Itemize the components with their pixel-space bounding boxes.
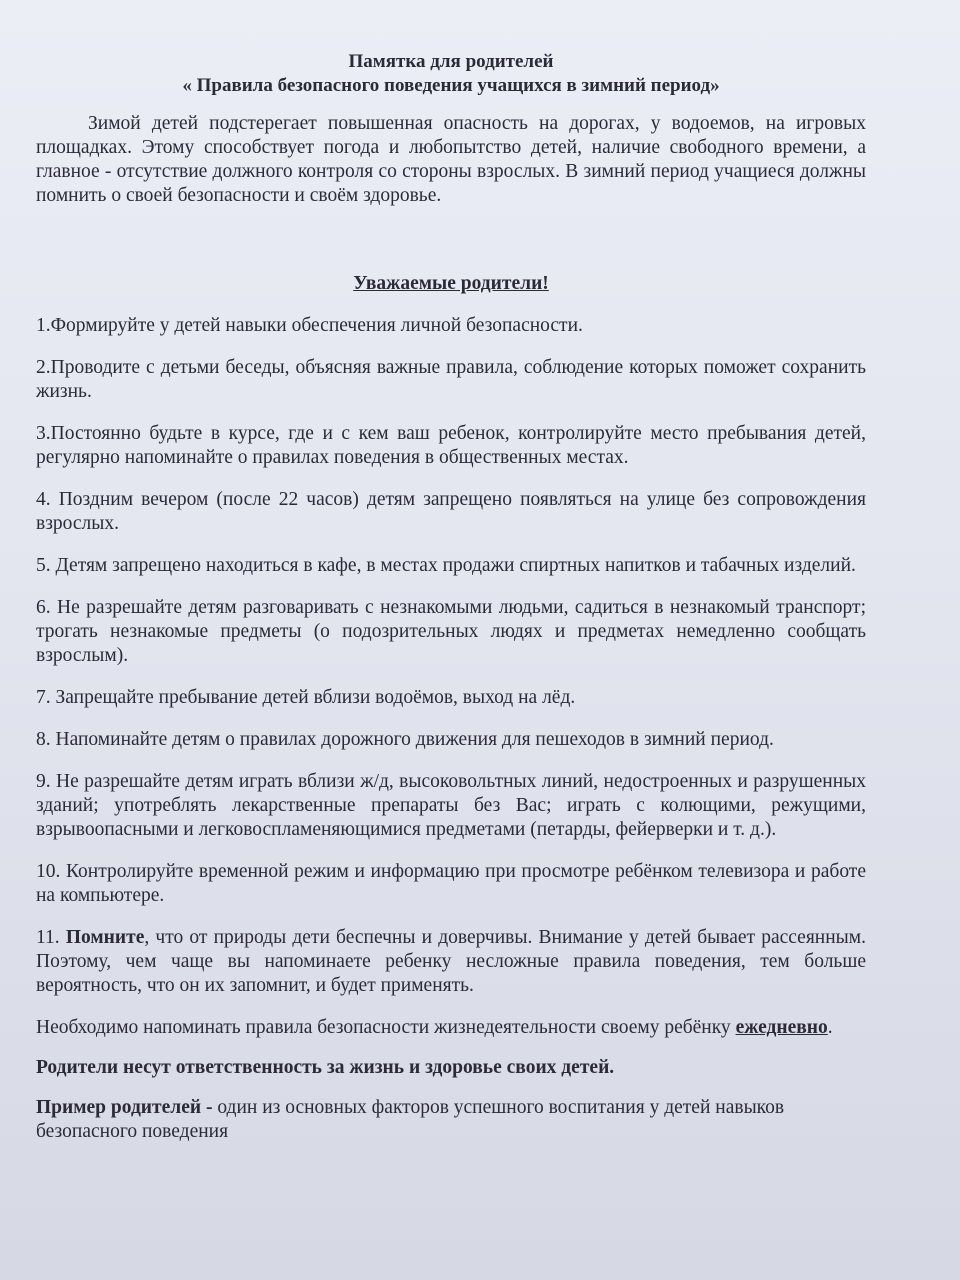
intro-paragraph: Зимой детей подстерегает повышенная опасность на дорогах, у водоемов, на игровых площадках. Этому способствует погода и любопытство детей, наличие свободного времени, а главное - отсутствие должного контроля со стороны взрослых. В зимний период учащиеся должны помнить о своей безопасности и своём здоровье. bbox=[36, 113, 866, 206]
list-item: 3.Постоянно будьте в курсе, где и с кем ваш ребенок, контролируйте место пребывания детей, регулярно напоминайте о правилах поведения в общественных местах. bbox=[36, 423, 866, 468]
list-item: 5. Детям запрещено находиться в кафе, в местах продажи спиртных напитков и табачных изделий. bbox=[36, 555, 856, 576]
reminder-end: . bbox=[827, 1017, 833, 1038]
item-text: , что от природы дети беспечны и доверчивы. Внимание у детей бывает рассеянным. Поэтому, чем чаще вы напоминаете ребенку несложные правила поведения, тем больше вероятность, что он их запомнит, и будет применять. bbox=[36, 927, 866, 996]
list-item: 1.Формируйте у детей навыки обеспечения личной безопасности. bbox=[36, 315, 583, 336]
list-item: 8. Напоминайте детям о правилах дорожного движения для пешеходов в зимний период. bbox=[36, 729, 774, 750]
list-item-11 bbox=[36, 926, 866, 998]
list-item: 6. Не разрешайте детям разговаривать с незнакомыми людьми, садиться в незнакомый транспорт; трогать незнакомые предметы (о подозрительных людях и предметах немедленно сообщать взрослым). bbox=[36, 597, 866, 666]
document-subtitle: « Правила безопасного поведения учащихся в зимний период» bbox=[182, 75, 720, 96]
list-item: 4. Поздним вечером (после 22 часов) детям запрещено появляться на улице без сопровождения взрослых. bbox=[36, 489, 866, 534]
daily-reminder bbox=[36, 1016, 866, 1040]
list-item: 7. Запрещайте пребывание детей вблизи водоёмов, выход на лёд. bbox=[36, 687, 576, 708]
item-number: 11. bbox=[36, 927, 66, 948]
example-text: один из основных факторов успешного воспитания у детей навыков безопасного поведения bbox=[36, 1097, 785, 1142]
parent-example bbox=[36, 1096, 866, 1144]
document-body bbox=[36, 50, 866, 1160]
list-item: 10. Контролируйте временной режим и информацию при просмотре ребёнком телевизора и работе на компьютере. bbox=[36, 861, 866, 906]
example-lead: Пример родителей - bbox=[36, 1097, 218, 1118]
list-item: 2.Проводите с детьми беседы, объясняя важные правила, соблюдение которых поможет сохранить жизнь. bbox=[36, 357, 866, 402]
list-item: 9. Не разрешайте детям играть вблизи ж/д, высоковольтных линий, недостроенных и разрушенных зданий; употреблять лекарственные препараты без Вас; играть с колющими, режущими, взрывоопасными и легковоспламеняющимися предметами (петарды, фейерверки и т. д.). bbox=[36, 771, 866, 840]
greeting-heading: Уважаемые родители! bbox=[353, 273, 549, 294]
document-title: Памятка для родителей bbox=[348, 51, 554, 72]
reminder-text: Необходимо напоминать правила безопасности жизнедеятельности своему ребёнку bbox=[36, 1017, 736, 1038]
responsibility-statement: Родители несут ответственность за жизнь и здоровье своих детей. bbox=[36, 1057, 615, 1078]
daily-emphasis: ежедневно bbox=[735, 1017, 828, 1038]
remember-emphasis: Помните bbox=[65, 927, 145, 948]
